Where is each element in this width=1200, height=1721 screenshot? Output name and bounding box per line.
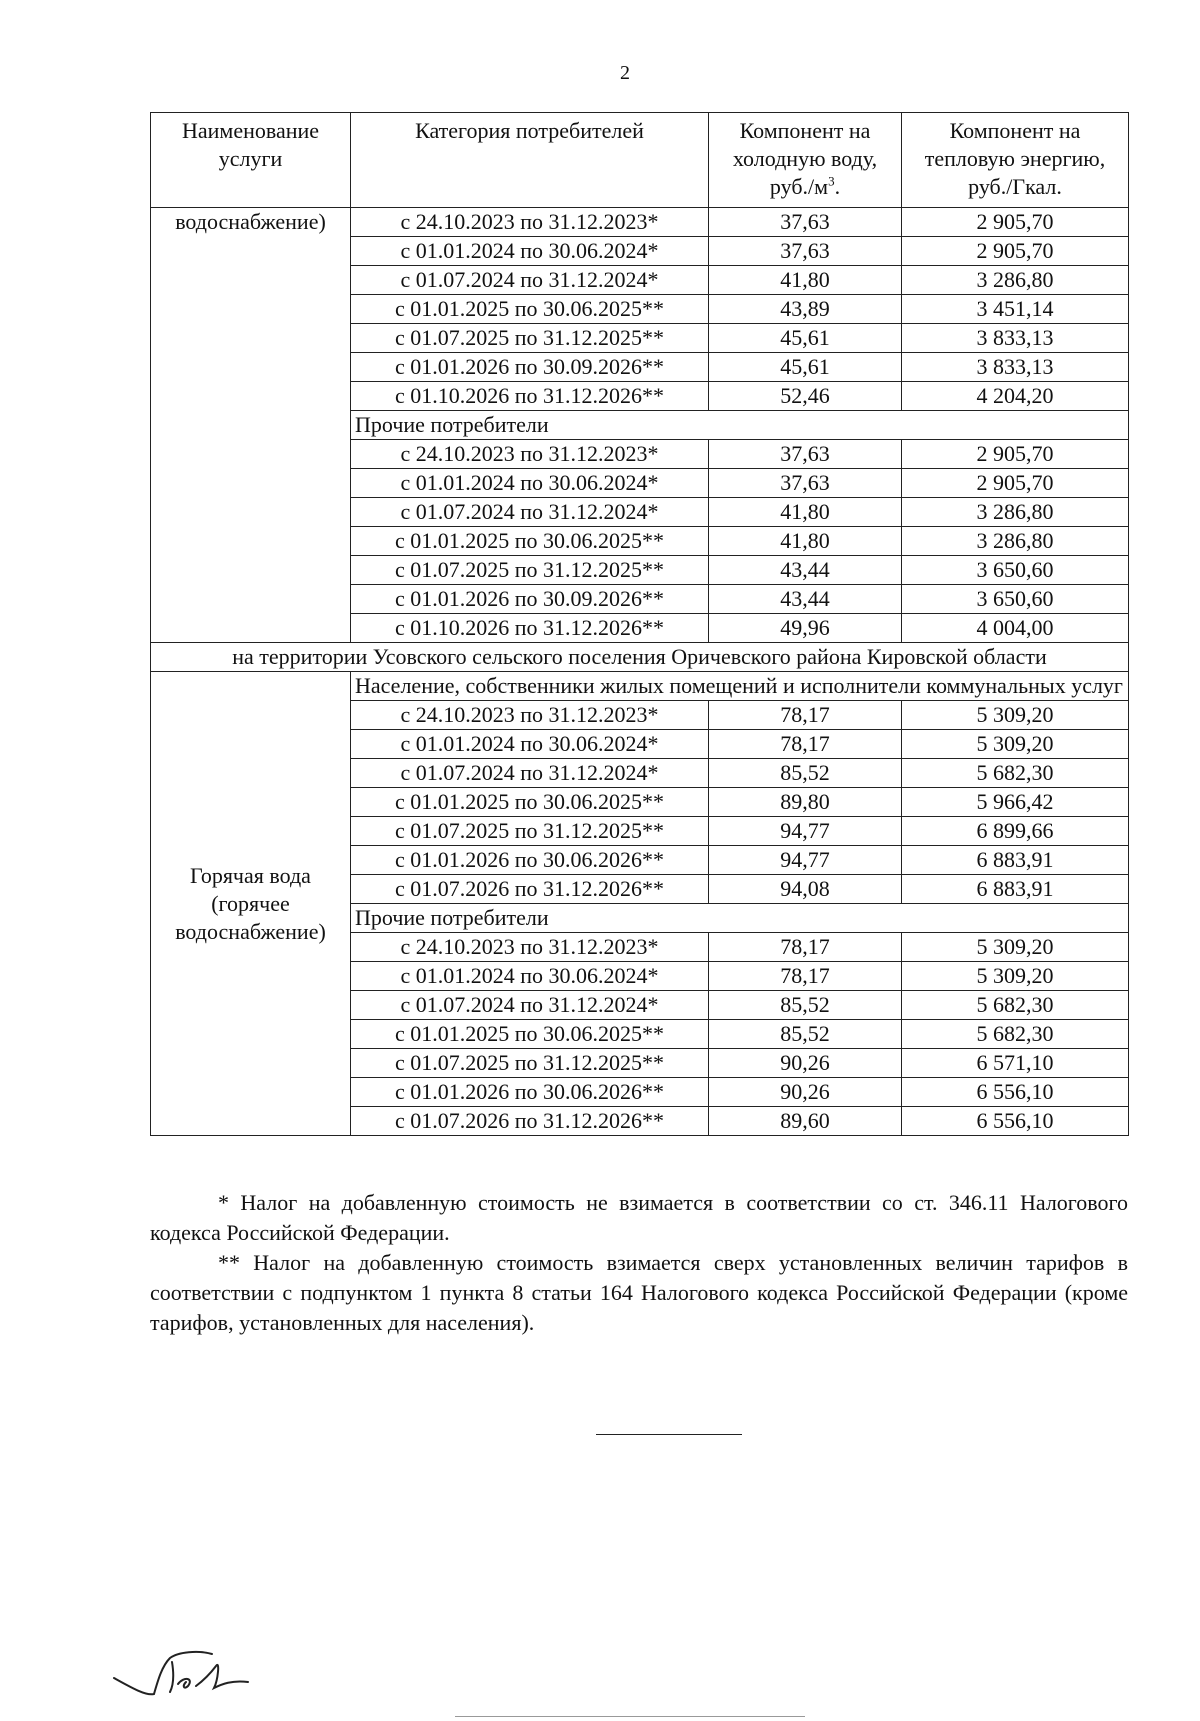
cold-component-cell: 78,17 [709, 933, 902, 962]
heat-component-cell: 3 833,13 [902, 324, 1129, 353]
cold-component-cell: 37,63 [709, 469, 902, 498]
period-cell: с 01.01.2025 по 30.06.2025** [351, 527, 709, 556]
period-cell: с 01.07.2025 по 31.12.2025** [351, 556, 709, 585]
heat-component-cell: 5 682,30 [902, 759, 1129, 788]
heat-component-cell: 5 309,20 [902, 730, 1129, 759]
region-row [151, 643, 1129, 672]
cold-component-cell: 85,52 [709, 1020, 902, 1049]
heat-component-cell: 3 833,13 [902, 353, 1129, 382]
region-body [151, 643, 1129, 672]
period-cell: с 01.07.2026 по 31.12.2026** [351, 875, 709, 904]
heat-component-cell: 5 309,20 [902, 933, 1129, 962]
heat-component-cell: 3 650,60 [902, 585, 1129, 614]
cold-component-cell: 85,52 [709, 759, 902, 788]
period-cell: с 01.01.2024 по 30.06.2024* [351, 469, 709, 498]
tariff-table [150, 112, 1129, 1136]
period-cell: с 01.01.2024 по 30.06.2024* [351, 237, 709, 266]
footnotes [150, 1188, 1128, 1338]
closing-divider [596, 1434, 742, 1435]
heat-component-cell: 6 883,91 [902, 846, 1129, 875]
heat-component-cell: 6 556,10 [902, 1078, 1129, 1107]
period-cell: с 24.10.2023 по 31.12.2023* [351, 208, 709, 237]
cold-component-cell: 45,61 [709, 353, 902, 382]
period-cell: с 01.01.2025 по 30.06.2025** [351, 295, 709, 324]
period-cell: с 01.01.2024 по 30.06.2024* [351, 962, 709, 991]
header-service: Наименование услуги [151, 113, 351, 208]
cold-component-cell: 78,17 [709, 730, 902, 759]
bottom-rule [455, 1716, 805, 1717]
cold-component-cell: 43,44 [709, 585, 902, 614]
heat-component-cell: 3 286,80 [902, 266, 1129, 295]
cold-component-cell: 37,63 [709, 440, 902, 469]
page-number: 2 [620, 62, 630, 84]
period-cell: с 01.07.2025 по 31.12.2025** [351, 1049, 709, 1078]
period-cell: с 01.01.2025 по 30.06.2025** [351, 1020, 709, 1049]
heat-component-cell: 3 286,80 [902, 498, 1129, 527]
heat-component-cell: 6 883,91 [902, 875, 1129, 904]
heat-component-cell: 3 650,60 [902, 556, 1129, 585]
cold-component-cell: 78,17 [709, 701, 902, 730]
cold-component-cell: 45,61 [709, 324, 902, 353]
block1-body [151, 208, 1129, 643]
consumer-group-label: Прочие потребители [351, 904, 1129, 933]
period-cell: с 01.01.2024 по 30.06.2024* [351, 730, 709, 759]
period-cell: с 24.10.2023 по 31.12.2023* [351, 440, 709, 469]
block2-body [151, 672, 1129, 1136]
cold-component-cell: 85,52 [709, 991, 902, 1020]
period-cell: с 01.07.2025 по 31.12.2025** [351, 817, 709, 846]
header-heat-component: Компонент на тепловую энергию, руб./Гкал. [902, 113, 1129, 208]
header-category: Категория потребителей [351, 113, 709, 208]
cold-component-cell: 49,96 [709, 614, 902, 643]
cold-component-cell: 94,77 [709, 817, 902, 846]
period-cell: с 01.07.2024 по 31.12.2024* [351, 991, 709, 1020]
heat-component-cell: 6 556,10 [902, 1107, 1129, 1136]
cold-component-cell: 78,17 [709, 962, 902, 991]
cold-component-cell: 43,44 [709, 556, 902, 585]
period-cell: с 01.10.2026 по 31.12.2026** [351, 382, 709, 411]
consumer-group-label: Население, собственники жилых помещений и исполнители коммунальных услуг [351, 672, 1129, 701]
cold-component-cell: 94,08 [709, 875, 902, 904]
cold-component-cell: 37,63 [709, 208, 902, 237]
header-cold-sup: 3 [828, 173, 835, 189]
cold-component-cell: 41,80 [709, 498, 902, 527]
heat-component-cell: 4 004,00 [902, 614, 1129, 643]
header-cold-text: Компонент на холодную воду, руб./м [732, 118, 878, 199]
block1-first-row [151, 208, 1129, 237]
heat-component-cell: 2 905,70 [902, 208, 1129, 237]
heat-component-cell: 6 899,66 [902, 817, 1129, 846]
cold-component-cell: 43,89 [709, 295, 902, 324]
cold-component-cell: 41,80 [709, 527, 902, 556]
heat-component-cell: 5 309,20 [902, 701, 1129, 730]
period-cell: с 01.07.2026 по 31.12.2026** [351, 1107, 709, 1136]
heat-component-cell: 5 682,30 [902, 991, 1129, 1020]
block2-first-row [151, 672, 1129, 701]
signature-mark [112, 1640, 252, 1700]
cold-component-cell: 52,46 [709, 382, 902, 411]
cold-component-cell: 89,60 [709, 1107, 902, 1136]
consumer-group-label: Прочие потребители [351, 411, 1129, 440]
header-cold-tail: . [834, 174, 841, 199]
period-cell: с 01.07.2024 по 31.12.2024* [351, 498, 709, 527]
header-cold-component [709, 113, 902, 208]
heat-component-cell: 2 905,70 [902, 237, 1129, 266]
cold-component-cell: 94,77 [709, 846, 902, 875]
block1-service-cell: водоснабжение) [151, 208, 351, 643]
heat-component-cell: 4 204,20 [902, 382, 1129, 411]
heat-component-cell: 2 905,70 [902, 440, 1129, 469]
period-cell: с 01.07.2024 по 31.12.2024* [351, 759, 709, 788]
period-cell: с 01.01.2026 по 30.06.2026** [351, 1078, 709, 1107]
period-cell: с 01.07.2025 по 31.12.2025** [351, 324, 709, 353]
heat-component-cell: 5 682,30 [902, 1020, 1129, 1049]
block2-service-cell: Горячая вода (горячее водоснабжение) [151, 672, 351, 1136]
period-cell: с 01.01.2025 по 30.06.2025** [351, 788, 709, 817]
period-cell: с 01.10.2026 по 31.12.2026** [351, 614, 709, 643]
period-cell: с 01.01.2026 по 30.06.2026** [351, 846, 709, 875]
period-cell: с 24.10.2023 по 31.12.2023* [351, 933, 709, 962]
heat-component-cell: 6 571,10 [902, 1049, 1129, 1078]
table-header-row [151, 113, 1129, 208]
footnote-vat-extra: ** Налог на добавленную стоимость взимается сверх установленных величин тарифов в соответствии с подпунктом 1 пункта 8 статьи 164 Налогового кодекса Российской Федерации (кроме тарифов, установленных для населения). [150, 1250, 1128, 1335]
period-cell: с 01.07.2024 по 31.12.2024* [351, 266, 709, 295]
heat-component-cell: 3 451,14 [902, 295, 1129, 324]
heat-component-cell: 5 309,20 [902, 962, 1129, 991]
heat-component-cell: 5 966,42 [902, 788, 1129, 817]
heat-component-cell: 3 286,80 [902, 527, 1129, 556]
footnote-vat-exempt: * Налог на добавленную стоимость не взимается в соответствии со ст. 346.11 Налогового кодекса Российской Федерации. [150, 1190, 1128, 1245]
region-title: на территории Усовского сельского поселения Оричевского района Кировской области [151, 643, 1129, 672]
cold-component-cell: 90,26 [709, 1049, 902, 1078]
cold-component-cell: 37,63 [709, 237, 902, 266]
cold-component-cell: 41,80 [709, 266, 902, 295]
cold-component-cell: 90,26 [709, 1078, 902, 1107]
cold-component-cell: 89,80 [709, 788, 902, 817]
heat-component-cell: 2 905,70 [902, 469, 1129, 498]
period-cell: с 24.10.2023 по 31.12.2023* [351, 701, 709, 730]
period-cell: с 01.01.2026 по 30.09.2026** [351, 353, 709, 382]
period-cell: с 01.01.2026 по 30.09.2026** [351, 585, 709, 614]
